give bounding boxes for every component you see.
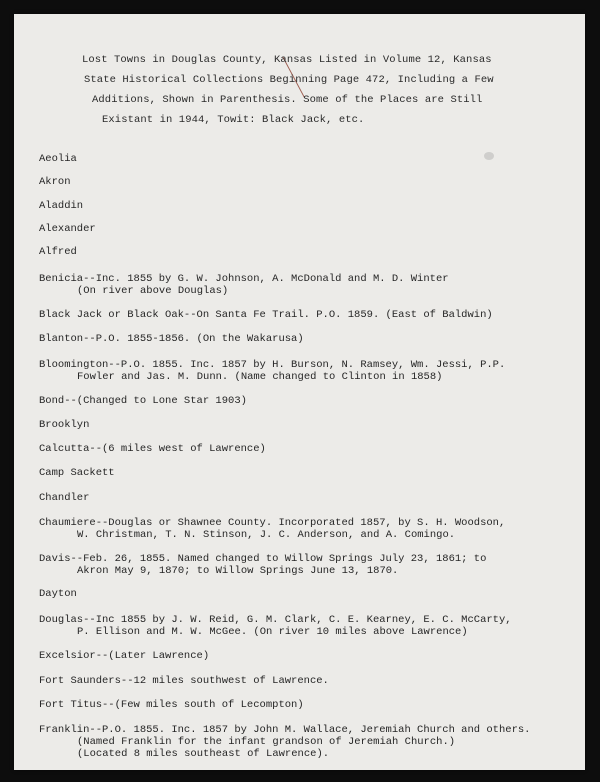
- entry-line: (Named Franklin for the infant grandson of Jeremiah Church.): [77, 736, 456, 748]
- town-entry: [39, 650, 209, 662]
- town-entry: [39, 419, 89, 431]
- town-entry: [39, 359, 505, 383]
- town-entry: [39, 588, 77, 600]
- town-entry: [39, 467, 115, 479]
- town-entry: [39, 492, 89, 504]
- town-entry: [39, 517, 505, 541]
- entry-line: Black Jack or Black Oak--On Santa Fe Trail. P.O. 1859. (East of Baldwin): [39, 309, 493, 321]
- town-entry: [39, 246, 77, 258]
- entry-line: P. Ellison and M. W. McGee. (On river 10 miles above Lawrence): [77, 626, 468, 638]
- entry-line: Bloomington--P.O. 1855. Inc. 1857 by H. Burson, N. Ramsey, Wm. Jessi, P.P.: [39, 359, 506, 371]
- page-heading: [74, 50, 524, 130]
- entry-line: Alexander: [39, 223, 96, 235]
- town-entry: [39, 153, 77, 165]
- entry-line: W. Christman, T. N. Stinson, J. C. Anderson, and A. Comingo.: [77, 529, 456, 541]
- typed-page: [14, 14, 585, 770]
- town-entry: [39, 395, 247, 407]
- heading-line: Lost Towns in Douglas County, Kansas Listed in Volume 12, Kansas: [82, 54, 492, 66]
- entry-line: Franklin--P.O. 1855. Inc. 1857 by John M. Wallace, Jeremiah Church and others.: [39, 724, 531, 736]
- entry-line: Aeolia: [39, 153, 77, 165]
- town-entry: [39, 176, 71, 188]
- town-entry: [39, 309, 493, 321]
- entry-line: Alfred: [39, 246, 77, 258]
- town-entry: [39, 443, 266, 455]
- entry-line: Chaumiere--Douglas or Shawnee County. Incorporated 1857, by S. H. Woodson,: [39, 517, 506, 529]
- town-entry: [39, 273, 449, 297]
- heading-line: Additions, Shown in Parenthesis. Some of the Places are Still: [92, 94, 483, 106]
- entry-line: Calcutta--(6 miles west of Lawrence): [39, 443, 266, 455]
- entry-line: Bond--(Changed to Lone Star 1903): [39, 395, 247, 407]
- town-entry: [39, 675, 329, 687]
- entry-line: Akron: [39, 176, 71, 188]
- entry-line: Douglas--Inc 1855 by J. W. Reid, G. M. Clark, C. E. Kearney, E. C. McCarty,: [39, 614, 512, 626]
- entry-line: Blanton--P.O. 1855-1856. (On the Wakarusa): [39, 333, 304, 345]
- entry-line: Brooklyn: [39, 419, 90, 431]
- entry-line: (On river above Douglas): [77, 285, 229, 297]
- entry-line: Fowler and Jas. M. Dunn. (Name changed to Clinton in 1858): [77, 371, 443, 383]
- town-entry: [39, 699, 304, 711]
- entry-line: Fort Titus--(Few miles south of Lecompton): [39, 699, 304, 711]
- entry-line: Akron May 9, 1870; to Willow Springs June 13, 1870.: [77, 565, 399, 577]
- entry-line: Dayton: [39, 588, 77, 600]
- town-entry: [39, 223, 96, 235]
- entry-line: Fort Saunders--12 miles southwest of Lawrence.: [39, 675, 329, 687]
- entry-line: Davis--Feb. 26, 1855. Named changed to Willow Springs July 23, 1861; to: [39, 553, 487, 565]
- town-entry: [39, 553, 486, 577]
- entry-line: Aladdin: [39, 200, 84, 212]
- town-entry: [39, 200, 83, 212]
- entry-line: Chandler: [39, 492, 90, 504]
- heading-line: Existant in 1944, Towit: Black Jack, etc.: [102, 114, 365, 126]
- entry-line: (Located 8 miles southeast of Lawrence).: [77, 748, 330, 760]
- entry-line: Camp Sackett: [39, 467, 115, 479]
- entry-line: Benicia--Inc. 1855 by G. W. Johnson, A. McDonald and M. D. Winter: [39, 273, 449, 285]
- town-entry: [39, 614, 512, 638]
- entry-line: Excelsior--(Later Lawrence): [39, 650, 210, 662]
- town-entry: [39, 724, 530, 760]
- town-entry: [39, 333, 304, 345]
- heading-line: State Historical Collections Beginning Page 472, Including a Few: [84, 74, 494, 86]
